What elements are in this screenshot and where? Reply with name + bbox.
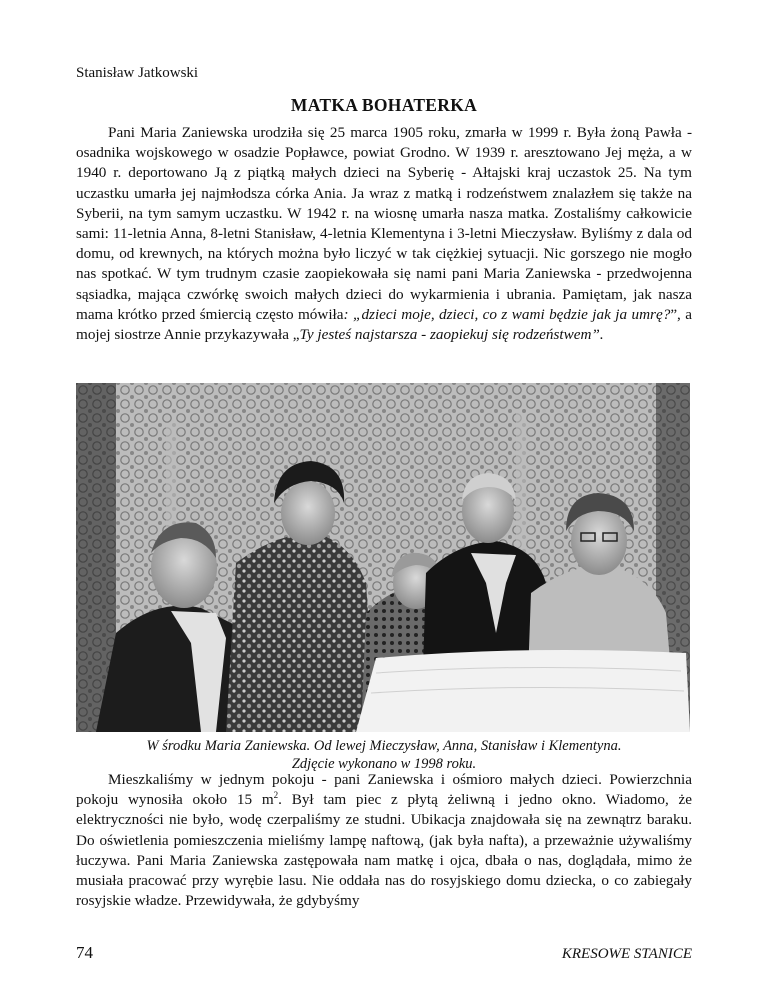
paragraph-2-text-a: Mieszkaliśmy w jednym pokoju - pani Zaniewska i ośmioro małych dzieci. Powierzchnia pokoju wynosiła około 15 m	[76, 771, 692, 809]
quote-mother: : „dzieci moje, dzieci, co z wami będzie jak ja umrę?	[343, 305, 671, 323]
paragraph-1	[76, 123, 692, 345]
paragraph-2-text-b: . Był tam piec z płytą żeliwną i jedno okno. Wiadomo, że elektryczności nie było, wodę czerpaliśmy ze studni. Ubikacja znajdowała się na zewnątrz baraku. Do oświetlenia pomieszczenia mieliśmy lampę naftową, (jak była nafta), a przeważnie używaliśmy łuczywa. Pani Maria Zaniewska zastępowała nam matkę i ojca, dbała o nas, doglądała, mimo że musiała pracować przy wyrębie lasu. Nie oddała nas do rosyjskiego domu dziecka, o co zabiegały rosyjskie władze. Przewidywała, że gdybyśmy	[76, 791, 692, 910]
family-photo	[76, 383, 690, 732]
author-name: Stanisław Jatkowski	[76, 65, 199, 81]
paragraph-1-middle: ”, a mojej siostrze Annie przykazywała „	[76, 305, 693, 344]
quote-sister: Ty jesteś najstarsza - zaopiekuj się rodzeństwem”.	[299, 326, 604, 344]
paragraph-1-text: Pani Maria Zaniewska urodziła się 25 marca 1905 roku, zmarła w 1999 r. Była żoną Pawła - osadnika wojskowego w osadzie Popławce, powiat Grodno. W 1939 r. aresztowano Jej męża, a w 1940 r. deportowano Ją z piątką małych dzieci na Syberię - Ałtajski kraj uczastok 25. Na tym uczastku umarła jej najmłodsza córka Ania. Ja wraz z matką i rodzeństwem znalazłem się także na Syberii, na tym samym uczastku. W 1942 r. na wiosnę umarła nasza matka. Zostaliśmy całkowicie sami: 11-letnia Anna, 8-letni Stanisław, 4-letnia Klementyna i 3-letni Mieczysław. Byliśmy z dala od domu, od krewnych, na których można było liczyć w tak ciężkiej sytuacji. Nic gorszego nie mogło nas spotkać. W tym trudnym czasie zaopiekowała się nami pani Maria Zaniewska - przedwojenna sąsiadka, mająca czwórkę swoich małych dzieci do wykarmienia i ubrania. Pamiętam, jak nasza mama krótko przed śmiercią często mówiła	[76, 124, 692, 323]
photo-caption	[76, 737, 692, 773]
caption-line-1: W środku Maria Zaniewska. Od lewej Mieczysław, Anna, Stanisław i Klementyna.	[146, 738, 622, 754]
superscript: 2	[273, 790, 279, 801]
caption-line-2: Zdjęcie wykonano w 1998 roku.	[291, 756, 477, 772]
article-title: MATKA BOHATERKA	[290, 95, 478, 115]
paragraph-2	[76, 770, 692, 911]
page-number: 74	[76, 943, 93, 962]
journal-name: KRESOWE STANICE	[561, 946, 692, 962]
